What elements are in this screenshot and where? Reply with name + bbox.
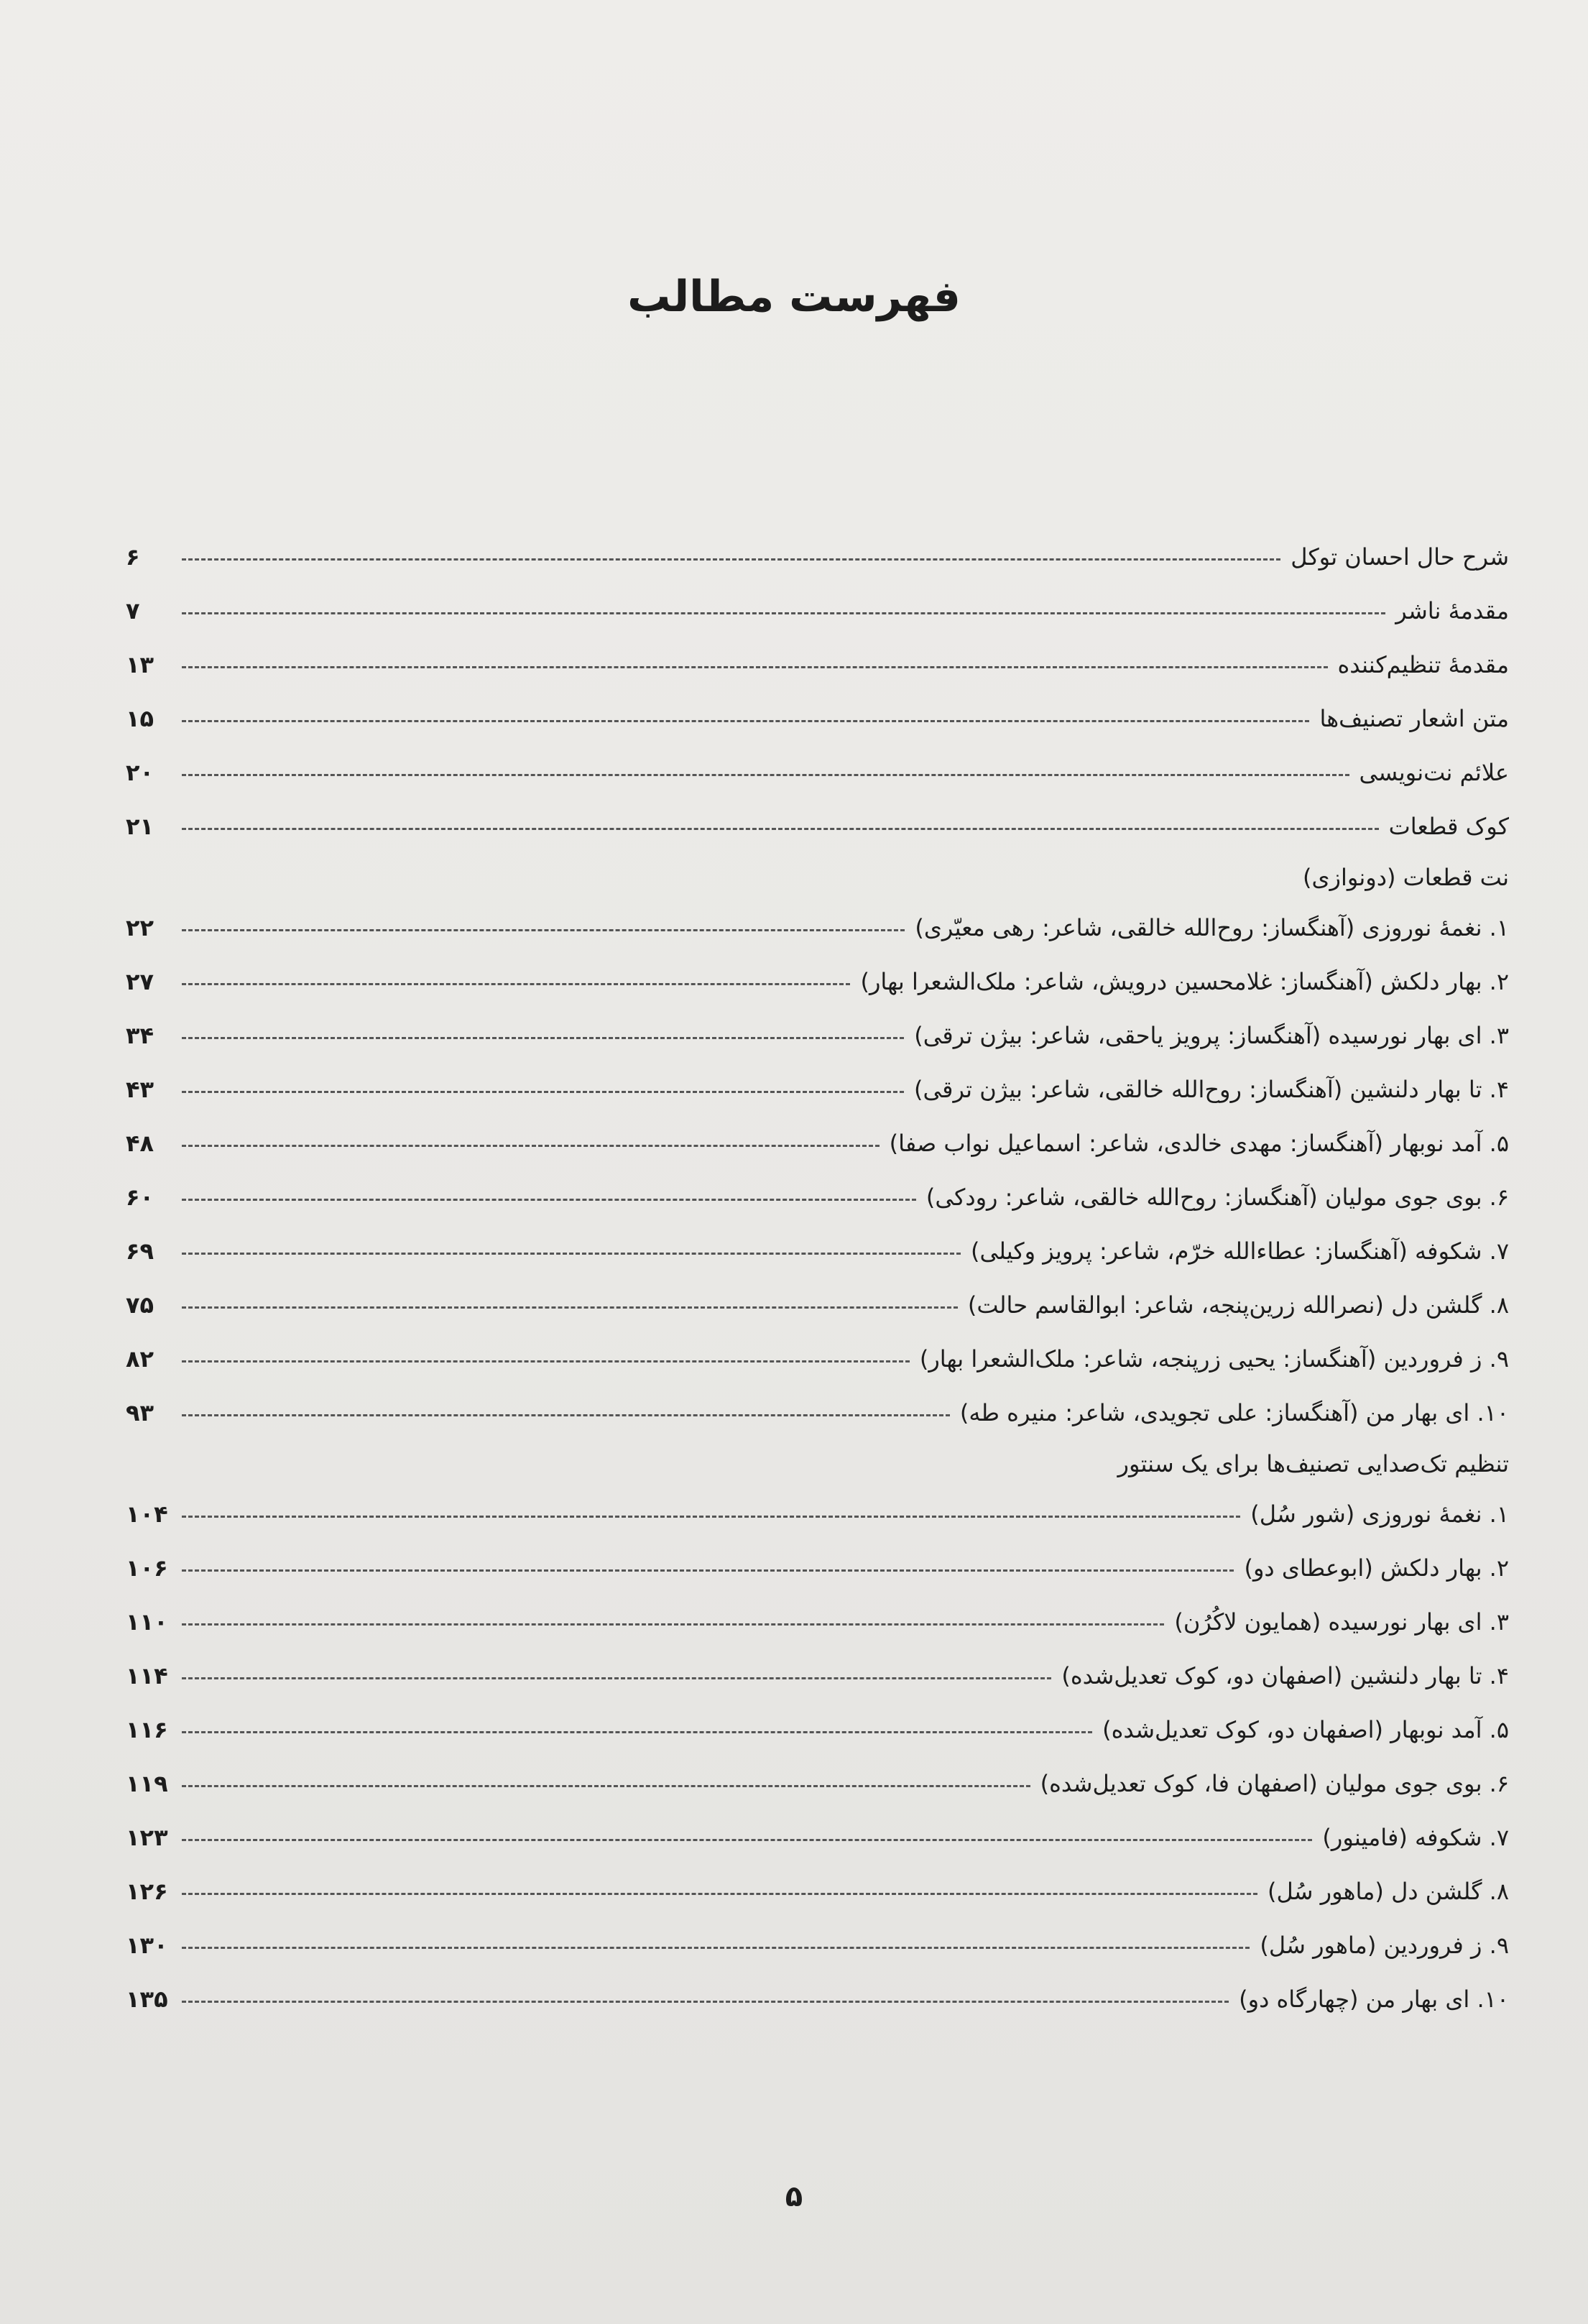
toc-entry — [126, 1171, 1509, 1225]
toc-entry-label: ۸. گلشن دل (نصرالله زرین‌پنجه، شاعر: ابوالقاسم حالت) — [967, 1291, 1509, 1319]
toc-entry-page: ۶ — [126, 543, 140, 571]
page-title: فهرست مطالب — [627, 272, 961, 322]
toc-entry-label: مقدمۀ تنظیم‌کننده — [1337, 651, 1509, 678]
toc-entry-page: ۱۰۶ — [126, 1554, 168, 1582]
toc-entry-label: ۴. تا بهار دلنشین (آهنگساز: روح‌الله خالقی، شاعر: بیژن ترقی) — [914, 1076, 1509, 1103]
toc-entry-page: ۱۱۹ — [126, 1770, 168, 1797]
dot-leader — [182, 774, 1349, 776]
toc-entry-label: ۱۰. ای بهار من (آهنگساز: علی تجویدی، شاعر: منیره طه) — [959, 1399, 1509, 1426]
toc-entry — [126, 692, 1509, 746]
toc-entry-label: ۶. بوی جوی مولیان (اصفهان فا، کوک تعدیل‌شده) — [1040, 1770, 1509, 1797]
dot-leader — [182, 1414, 950, 1416]
toc-entry-label: ۹. ز فروردین (ماهور سُل) — [1260, 1932, 1509, 1959]
toc-entry — [126, 530, 1509, 584]
toc-entry — [126, 800, 1509, 854]
toc-entry — [126, 1919, 1509, 1973]
page-number: ۵ — [785, 2180, 803, 2213]
toc-entry-label: ۱. نغمۀ نوروزی (شور سُل) — [1250, 1500, 1509, 1528]
toc-entry-page: ۷ — [126, 597, 140, 624]
table-of-contents — [126, 530, 1509, 2026]
toc-entry-page: ۶۰ — [126, 1184, 154, 1211]
toc-entry-label: ۱۰. ای بهار من (چهارگاه دو) — [1239, 1986, 1509, 2013]
toc-entry-page: ۲۷ — [126, 968, 154, 995]
dot-leader — [182, 1569, 1234, 1572]
dot-leader — [182, 1516, 1240, 1518]
toc-entry-label: ۵. آمد نوبهار (آهنگساز: مهدی خالدی، شاعر: اسماعیل نواب صفا) — [889, 1130, 1509, 1157]
dot-leader — [182, 666, 1328, 668]
toc-entry — [126, 1649, 1509, 1703]
toc-entry — [126, 638, 1509, 692]
toc-entry-page: ۴۳ — [126, 1076, 154, 1103]
toc-entry-label: ۳. ای بهار نورسیده (همایون لاکُرُن) — [1174, 1608, 1509, 1636]
dot-leader — [182, 828, 1379, 830]
dot-leader — [182, 1623, 1164, 1626]
dot-leader — [182, 1199, 916, 1201]
toc-entry-label: کوک قطعات — [1388, 813, 1509, 840]
solo-section-heading: تنظیم تک‌صدایی تصنیف‌ها برای یک سنتور — [1117, 1450, 1509, 1477]
toc-entry — [126, 1703, 1509, 1757]
toc-entry-label: ۱. نغمۀ نوروزی (آهنگساز: روح‌الله خالقی، شاعر: رهی معیّری) — [915, 914, 1509, 941]
dot-leader — [182, 1893, 1257, 1895]
toc-entry-label: ۵. آمد نوبهار (اصفهان دو، کوک تعدیل‌شده) — [1102, 1716, 1509, 1743]
toc-entry — [126, 1595, 1509, 1649]
dot-leader — [182, 1677, 1051, 1679]
dot-leader — [182, 558, 1280, 561]
toc-entry-page: ۹۳ — [126, 1399, 154, 1426]
toc-entry — [126, 1865, 1509, 1919]
toc-entry-label: ۲. بهار دلکش (آهنگساز: غلامحسین درویش، شاعر: ملک‌الشعرا بهار) — [860, 968, 1509, 995]
toc-entry-page: ۱۱۶ — [126, 1716, 168, 1743]
solo-section-list — [126, 1488, 1509, 2026]
toc-entry-label: شرح حال احسان توکل — [1291, 543, 1509, 571]
duet-section-heading: نت قطعات (دونوازی) — [1302, 864, 1509, 891]
toc-entry-label: ۶. بوی جوی مولیان (آهنگساز: روح‌الله خالقی، شاعر: رودکی) — [925, 1184, 1509, 1211]
dot-leader — [182, 1731, 1092, 1733]
dot-leader — [182, 929, 905, 931]
toc-entry-label: مقدمۀ ناشر — [1395, 597, 1509, 624]
dot-leader — [182, 1306, 958, 1309]
toc-entry — [126, 746, 1509, 800]
toc-entry-label: ۸. گلشن دل (ماهور سُل) — [1267, 1878, 1509, 1905]
toc-entry-label: ۲. بهار دلکش (ابوعطای دو) — [1244, 1554, 1509, 1582]
toc-entry — [126, 1225, 1509, 1278]
toc-entry — [126, 1278, 1509, 1332]
toc-entry-page: ۱۱۴ — [126, 1662, 168, 1689]
dot-leader — [182, 1360, 910, 1362]
toc-entry-page: ۱۳ — [126, 651, 154, 678]
toc-entry-label: علائم نت‌نویسی — [1359, 759, 1509, 786]
toc-entry-label: متن اشعار تصنیف‌ها — [1319, 705, 1509, 732]
toc-entry — [126, 1332, 1509, 1386]
dot-leader — [182, 1145, 880, 1147]
toc-entry-page: ۱۳۰ — [126, 1932, 168, 1959]
dot-leader — [182, 720, 1309, 722]
toc-entry-page: ۶۹ — [126, 1237, 154, 1265]
toc-entry — [126, 1541, 1509, 1595]
dot-leader — [182, 1785, 1030, 1787]
toc-entry — [126, 1063, 1509, 1117]
toc-entry-label: ۷. شکوفه (آهنگساز: عطاءالله خرّم، شاعر: پرویز وکیلی) — [970, 1237, 1509, 1265]
toc-entry-page: ۱۰۴ — [126, 1500, 168, 1528]
dot-leader — [182, 1947, 1250, 1949]
toc-entry — [126, 1757, 1509, 1811]
toc-entry-page: ۴۸ — [126, 1130, 154, 1157]
toc-entry — [126, 1811, 1509, 1865]
toc-entry-label: ۹. ز فروردین (آهنگساز: یحیی زرپنجه، شاعر: ملک‌الشعرا بهار) — [919, 1345, 1509, 1373]
dot-leader — [182, 1091, 904, 1093]
toc-entry-page: ۱۳۵ — [126, 1986, 168, 2013]
toc-entry-page: ۱۵ — [126, 705, 154, 732]
dot-leader — [182, 1037, 904, 1039]
toc-entry-page: ۱۲۶ — [126, 1878, 168, 1905]
toc-entry — [126, 584, 1509, 638]
toc-entry-label: ۷. شکوفه (فامینور) — [1322, 1824, 1509, 1851]
dot-leader — [182, 983, 850, 985]
toc-entry — [126, 1488, 1509, 1541]
toc-entry — [126, 1117, 1509, 1171]
dot-leader — [182, 1253, 961, 1255]
toc-entry-page: ۳۴ — [126, 1022, 154, 1049]
toc-entry-label: ۳. ای بهار نورسیده (آهنگساز: پرویز یاحقی، شاعر: بیژن ترقی) — [914, 1022, 1509, 1049]
toc-entry — [126, 1973, 1509, 2026]
toc-entry-page: ۸۲ — [126, 1345, 154, 1373]
toc-entry-page: ۷۵ — [126, 1291, 154, 1319]
toc-entry-page: ۲۰ — [126, 759, 154, 786]
dot-leader — [182, 612, 1385, 614]
toc-entry — [126, 1009, 1509, 1063]
toc-entry-page: ۱۲۳ — [126, 1824, 168, 1851]
dot-leader — [182, 2001, 1229, 2003]
toc-entry — [126, 955, 1509, 1009]
toc-entry-page: ۱۱۰ — [126, 1608, 168, 1636]
toc-entry-page: ۲۲ — [126, 914, 154, 941]
toc-entry — [126, 1386, 1509, 1440]
toc-entry-label: ۴. تا بهار دلنشین (اصفهان دو، کوک تعدیل‌شده) — [1061, 1662, 1509, 1689]
duet-section-list — [126, 901, 1509, 1440]
front-matter-list — [126, 530, 1509, 854]
toc-entry-page: ۲۱ — [126, 813, 154, 840]
toc-entry — [126, 901, 1509, 955]
dot-leader — [182, 1839, 1312, 1841]
